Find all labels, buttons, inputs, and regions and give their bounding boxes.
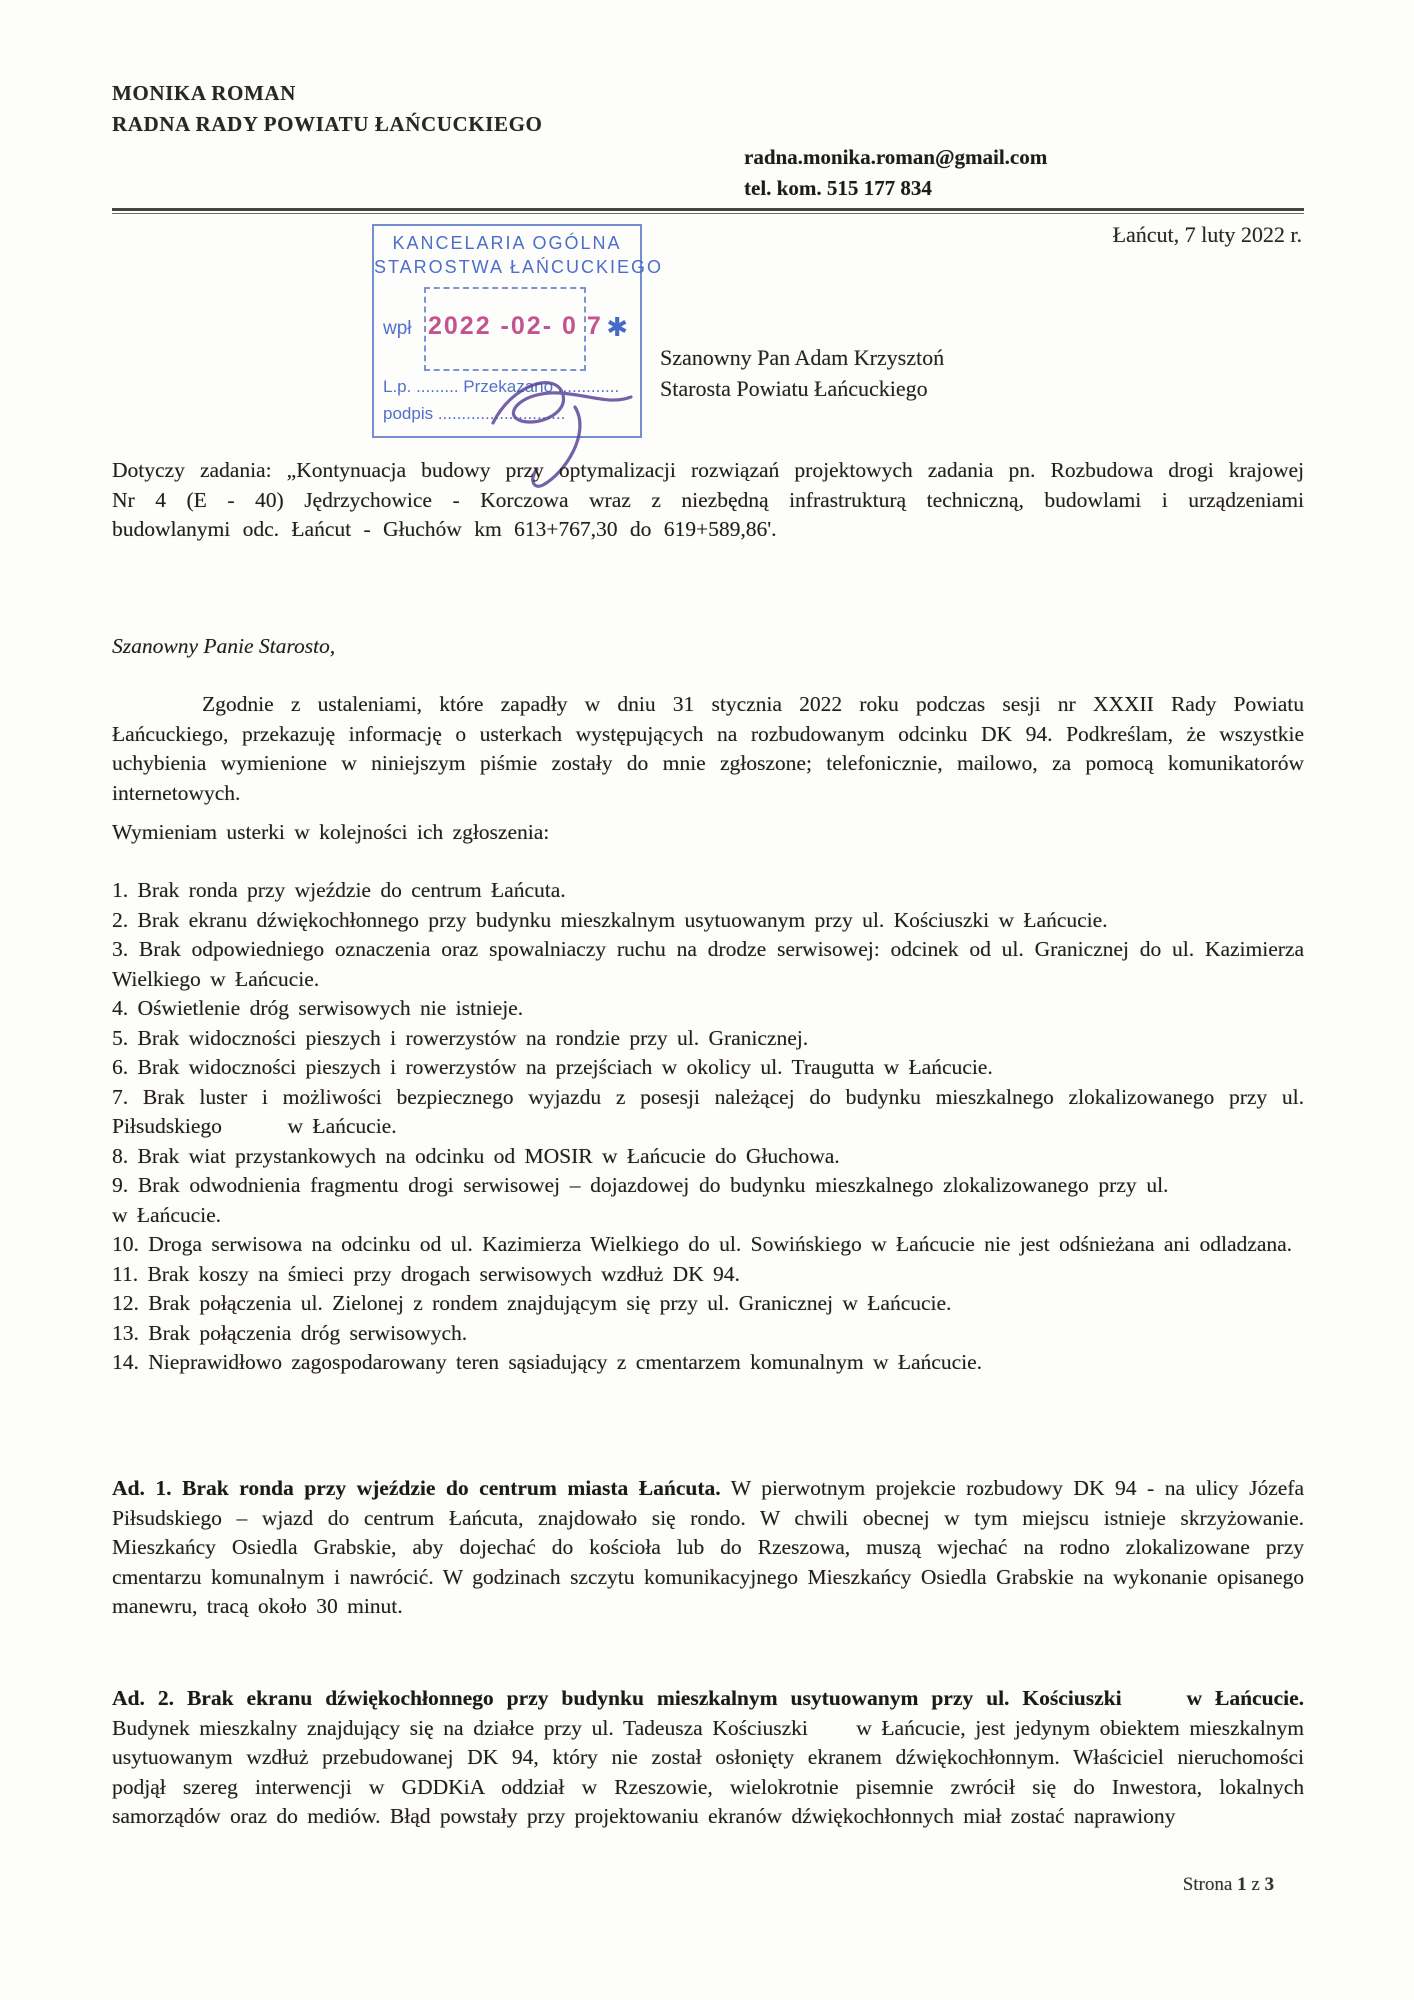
stamp-received-label: wpł — [383, 318, 412, 339]
section-ad1 — [112, 1474, 1304, 1622]
stamp-signature-label: podpis ........................... — [383, 404, 566, 423]
list-item: 6. Brak widoczności pieszych i rowerzystów na przejściach w okolicy ul. Traugutta w Łańcucie. — [112, 1055, 993, 1079]
sender-phone: tel. kom. 515 177 834 — [744, 176, 932, 200]
header-rule — [112, 208, 1304, 211]
list-item: 1. Brak ronda przy wjeździe do centrum Łańcuta. — [112, 878, 566, 902]
recipient-name: Szanowny Pan Adam Krzysztoń — [660, 345, 945, 370]
list-item: 8. Brak wiat przystankowych na odcinku od MOSIR w Łańcucie do Głuchowa. — [112, 1143, 840, 1168]
list-item: 9. Brak odwodnienia fragmentu drogi serwisowej – dojazdowej do budynku mieszkalnego zlokalizowanego przy ul. w Łańcucie. — [112, 1173, 1304, 1227]
sender-contact-block — [744, 142, 1047, 204]
stamp-lp-line: L.p. ......... Przekazano ............. — [383, 377, 620, 396]
sender-email: radna.monika.roman@gmail.com — [744, 145, 1048, 169]
page-number-current: 1 — [1237, 1874, 1247, 1895]
sender-title: RADNA RADY POWIATU ŁAŃCUCKIEGO — [112, 112, 543, 136]
page-number-separator: z — [1251, 1874, 1260, 1895]
section-ad1-body: W pierwotnym projekcie rozbudowy DK 94 - na ulicy Józefa Piłsudskiego – wjazd do centrum Łańcuta, znajdowało się rondo. W chwili obecnej w tym miejscu istnieje skrzyżowanie. Mieszkańcy Osiedla Grabskie, aby dojechać do kościoła lub do Rzeszowa, muszą wjechać na rodno zlokalizowane przy cmentarzu komunalnym i nawrócić. W godzinach szczytu komunikacyjnego Mieszkańcy Osiedla Grabskie na wykonanie opisanego manewru, tracą około 30 minut. — [112, 1476, 1304, 1618]
stamp-received-date: 2022 -02- 0 7 — [428, 312, 603, 340]
list-item: 13. Brak połączenia dróg serwisowych. — [112, 1320, 468, 1345]
page-number-total: 3 — [1264, 1874, 1274, 1895]
list-item: 3. Brak odpowiedniego oznaczenia oraz spowalniaczy ruchu na drodze serwisowej: odcinek od ul. Granicznej do ul. Kazimierza Wielkiego w Łańcucie. — [112, 937, 1304, 991]
list-item: 10. Droga serwisowa na odcinku od ul. Kazimierza Wielkiego do ul. Sowińskiego w Łańcucie nie jest odśnieżana ani odladzana. — [112, 1232, 1293, 1256]
list-item: 5. Brak widoczności pieszych i rowerzystów na rondzie przy ul. Granicznej. — [112, 1025, 809, 1050]
issues-list — [112, 876, 1304, 1378]
sender-name: MONIKA ROMAN — [112, 81, 296, 105]
section-ad1-lead: Ad. 1. Brak ronda przy wjeździe do centrum miasta Łańcuta. — [112, 1476, 721, 1500]
registry-stamp — [372, 224, 664, 438]
list-item: 2. Brak ekranu dźwiękochłonnego przy budynku mieszkalnym usytuowanym przy ul. Kościuszki w Łańcucie. — [112, 907, 1108, 932]
list-intro: Wymieniam usterki w kolejności ich zgłoszenia: — [112, 820, 550, 844]
list-item: 12. Brak połączenia ul. Zielonej z rondem znajdującym się przy ul. Granicznej w Łańcucie. — [112, 1291, 952, 1315]
stamp-office-line2: STAROSTWA ŁAŃCUCKIEGO — [374, 257, 664, 277]
page-number — [1183, 1874, 1274, 1896]
list-item: 14. Nieprawidłowo zagospodarowany teren sąsiadujący z cmentarzem komunalnym w Łańcucie. — [112, 1350, 983, 1374]
stamp-asterisk-icon: ✱ — [606, 312, 628, 342]
salutation: Szanowny Panie Starosto, — [112, 634, 336, 658]
subject-paragraph: Dotyczy zadania: „Kontynuacja budowy przy optymalizacji rozwiązań projektowych zadania pn. Rozbudowa drogi krajowej Nr 4 (E - 40) Jędrzychowice - Korczowa wraz z niezbędną infrastrukturą techniczną, budowlami i urządzeniami budowlanymi odc. Łańcut - Głuchów km 613+767,30 do 619+589,86'. — [112, 458, 1304, 541]
list-item: 11. Brak koszy na śmieci przy drogach serwisowych wzdłuż DK 94. — [112, 1261, 740, 1286]
section-ad2-body: Budynek mieszkalny znajdujący się na działce przy ul. Tadeusza Kościuszki w Łańcucie, jest jedynym obiektem mieszkalnym usytuowanym wzdłuż przebudowanej DK 94, który nie został osłonięty ekranem dźwiękochłonnym. Właściciel nieruchomości podjął szereg interwencji w GDDKiA oddział w Rzeszowie, wielokrotnie pisemnie zwrócił się do Inwestora, lokalnych samorządów oraz do mediów. Błąd powstały przy projektowaniu ekranów dźwiękochłonnych miał zostać naprawiony — [112, 1715, 1304, 1828]
recipient-title: Starosta Powiatu Łańcuckiego — [660, 376, 928, 401]
intro-paragraph: Zgodnie z ustaleniami, które zapadły w dniu 31 stycznia 2022 roku podczas sesji nr XXXII Rady Powiatu Łańcuckiego, przekazuję informację o usterkach występujących na rozbudowanym odcinku DK 94. Podkreślam, że wszystkie uchybienia wymienione w niniejszym piśmie zostały do mnie zgłoszone; telefonicznie, mailowo, za pomocą komunikatorów internetowych. — [112, 692, 1304, 805]
dateline: Łańcut, 7 luty 2022 r. — [1112, 222, 1302, 247]
section-ad2-lead: Ad. 2. Brak ekranu dźwiękochłonnego przy budynku mieszkalnym usytuowanym przy ul. Kościuszki w Łańcucie. — [112, 1686, 1304, 1710]
recipient-block — [660, 342, 944, 404]
stamp-office-line1: KANCELARIA OGÓLNA — [392, 233, 622, 253]
sender-block — [112, 78, 542, 140]
list-item: 4. Oświetlenie dróg serwisowych nie istnieje. — [112, 996, 524, 1020]
section-ad2 — [112, 1684, 1304, 1832]
list-item: 7. Brak luster i możliwości bezpiecznego wyjazdu z posesji należącej do budynku mieszkalnego zlokalizowanego przy ul. Piłsudskiego w Łańcucie. — [112, 1084, 1304, 1138]
page-number-prefix: Strona — [1182, 1874, 1233, 1895]
